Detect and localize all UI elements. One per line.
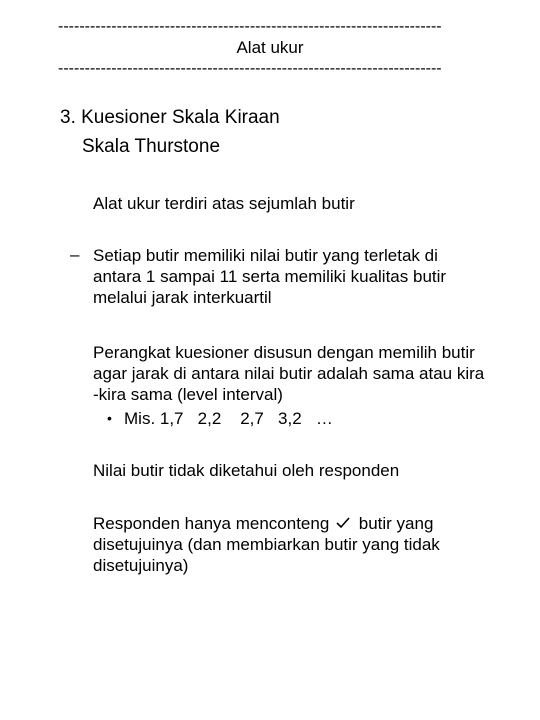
paragraph-nilai-butir-line3: melalui jarak interkuartil [93,288,272,307]
checkmark-icon [336,516,350,530]
header-rule-top: ------------------------------------------------------------------------ [58,18,442,35]
header-title: Alat ukur [236,38,304,57]
dash-bullet-marker: – [70,245,80,264]
section-subtitle: Skala Thurstone [82,136,221,157]
paragraph-nilai-butir-line1: Setiap butir memiliki nilai butir yang terletak di [93,246,438,265]
paragraph-responden-line1 [93,513,523,534]
paragraph-responden-line2: disetujuinya (dan membiarkan butir yang tidak [93,535,440,554]
paragraph-perangkat-line2: agar jarak di antara nilai butir adalah sama atau kira [93,364,485,383]
paragraph-responden-line3: disetujuinya) [93,556,189,575]
example-values: Mis. 1,7 2,2 2,7 3,2 … [124,409,333,428]
paragraph-nilai-tidak-diketahui: Nilai butir tidak diketahui oleh responden [93,461,400,480]
paragraph-alat-ukur: Alat ukur terdiri atas sejumlah butir [93,194,355,213]
responden-text-before: Responden hanya menconteng [93,514,330,533]
sub-bullet-dot: • [107,410,112,426]
responden-text-after: butir yang [358,514,434,533]
paragraph-nilai-butir-line2: antara 1 sampai 11 serta memiliki kualitas butir [93,267,447,286]
paragraph-perangkat-line1: Perangkat kuesioner disusun dengan memilih butir [93,343,475,362]
paragraph-perangkat-line3: -kira sama (level interval) [93,385,283,404]
header-rule-bottom: ------------------------------------------------------------------------ [58,60,442,77]
section-title: 3. Kuesioner Skala Kiraan [60,107,280,128]
